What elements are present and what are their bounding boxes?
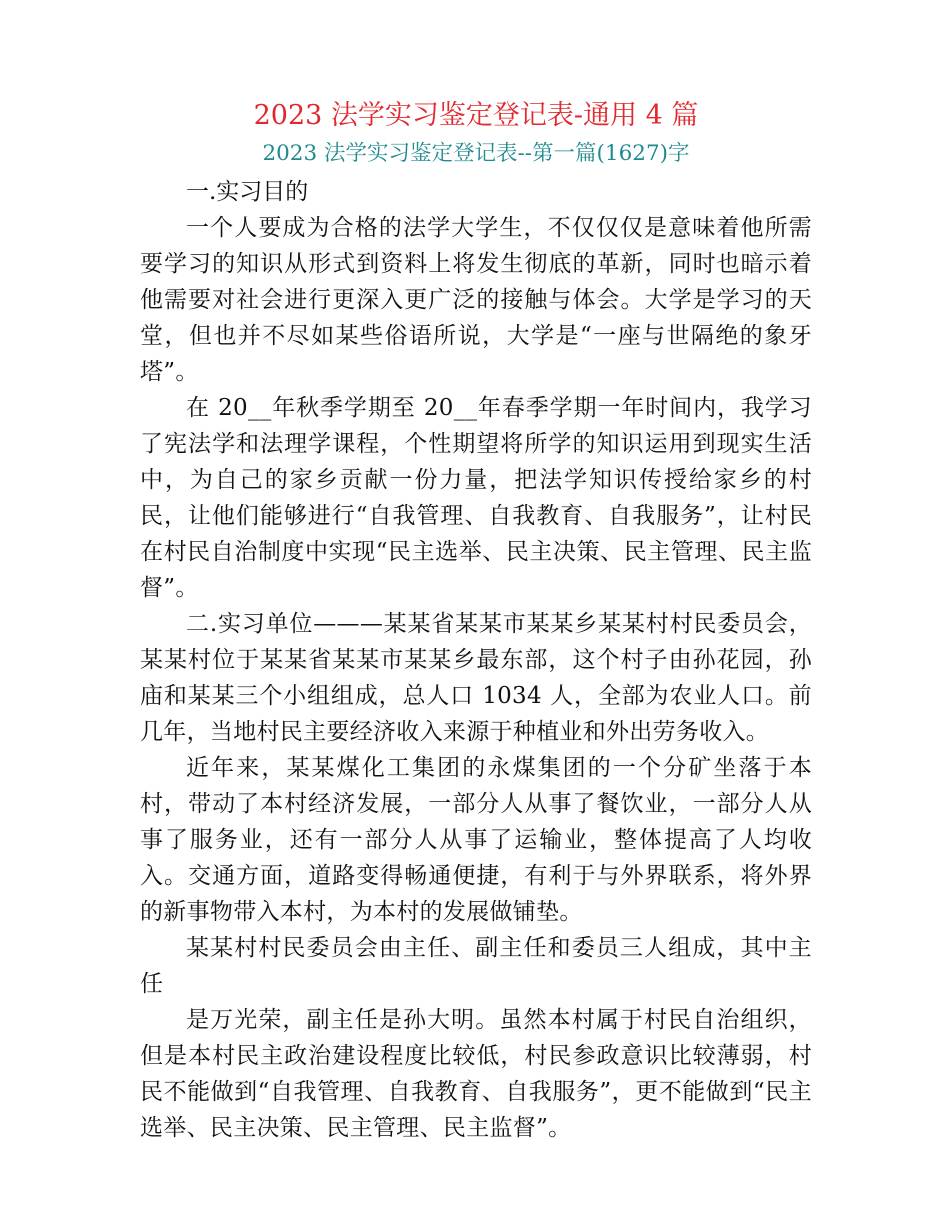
paragraph-2: 在 20__年秋季学期至 20__年春季学期一年时间内，我学习了宪法学和法理学课程，个性期望将所学的知识运用到现实生活中，为自己的家乡贡献一份力量，把法学知识传授给家乡的村民，让他们能够进行“自我管理、自我教育、自我服务”，让村民在村民自治制度中实现“民主选举、民主决策、民主管理、民主监督”。 <box>140 395 812 601</box>
section-heading-purpose: 一.实习目的 <box>186 179 309 205</box>
document-title: 2023 法学实习鉴定登记表-通用 4 篇 <box>253 100 699 131</box>
document-subtitle: 2023 法学实习鉴定登记表--第一篇(1627)字 <box>262 141 690 166</box>
paragraph-6: 是万光荣，副主任是孙大明。虽然本村属于村民自治组织，但是本村民主政治建设程度比较低，村民参政意识比较薄弱，村民不能做到“自我管理、自我教育、自我服务”，更不能做到“民主选举、民主决策、民主管理、民主监督”。 <box>140 1007 812 1141</box>
document-page <box>140 96 812 1146</box>
paragraph-4: 近年来，某某煤化工集团的永煤集团的一个分矿坐落于本村，带动了本村经济发展，一部分人从事了餐饮业，一部分人从事了服务业，还有一部分人从事了运输业，整体提高了人均收入。交通方面，道路变得畅通便捷，有利于与外界联系，将外界的新事物带入本村，为本村的发展做铺垫。 <box>140 755 812 925</box>
paragraph-3: 二.实习单位———某某省某某市某某乡某某村村民委员会，某某村位于某某省某某市某某乡最东部，这个村子由孙花园，孙庙和某某三个小组组成，总人口 1034 人，全部为农业人口。前几年，当地村民主要经济收入来源于种植业和外出劳务收入。 <box>140 611 812 745</box>
paragraph-1: 一个人要成为合格的法学大学生，不仅仅仅是意味着他所需要学习的知识从形式到资料上将发生彻底的革新，同时也暗示着他需要对社会进行更深入更广泛的接触与体会。大学是学习的天堂，但也并不尽如某些俗语所说，大学是“一座与世隔绝的象牙塔”。 <box>140 215 812 385</box>
paragraph-5: 某某村村民委员会由主任、副主任和委员三人组成，其中主任 <box>140 935 812 997</box>
